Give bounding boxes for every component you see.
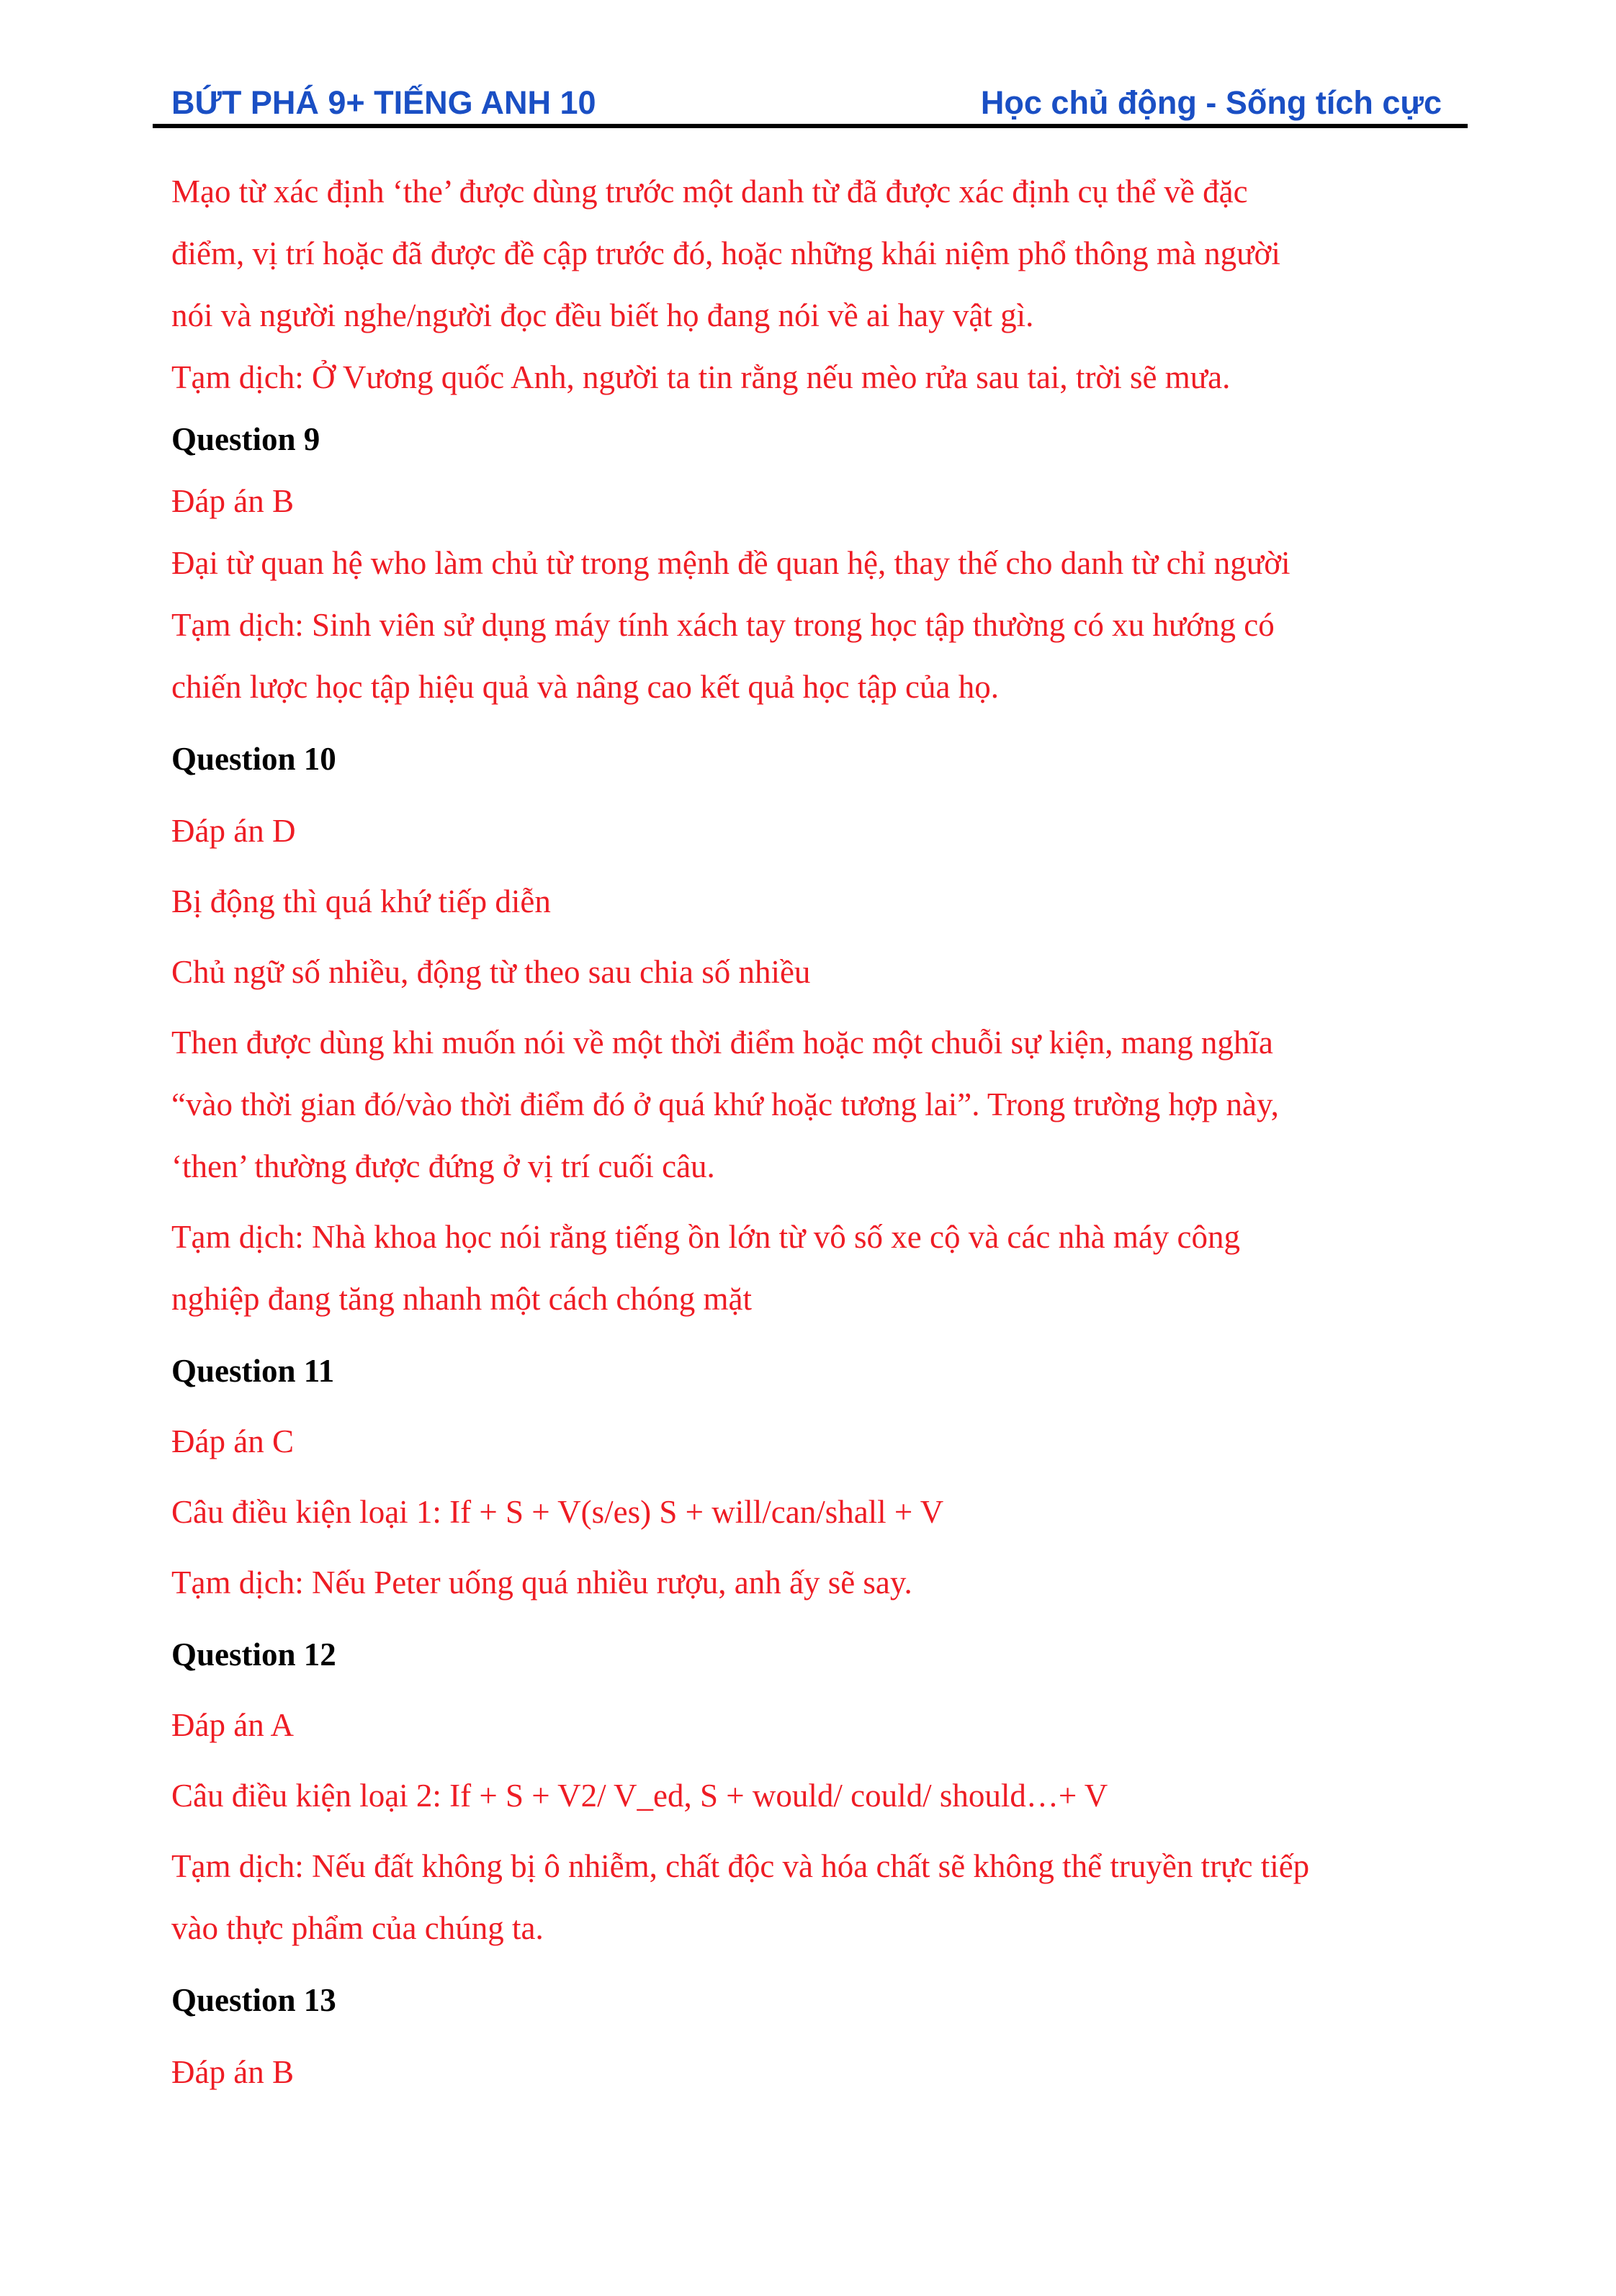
explanation-line: nói và người nghe/người đọc đều biết họ đang nói về ai hay vật gì. — [171, 297, 1034, 333]
translation-line: chiến lược học tập hiệu quả và nâng cao kết quả học tập của họ. — [171, 669, 999, 705]
answer-line: Đáp án B — [171, 483, 294, 519]
explanation-line: Câu điều kiện loại 1: If + S + V(s/es) S + will/can/shall + V — [171, 1494, 944, 1530]
explanation-line: “vào thời gian đó/vào thời điểm đó ở quá khứ hoặc tương lai”. Trong trường hợp này, — [171, 1086, 1279, 1122]
explanation-line: Chủ ngữ số nhiều, động từ theo sau chia số nhiều — [171, 954, 811, 990]
question-heading: Question 10 — [171, 741, 336, 777]
explanation-line: Then được dùng khi muốn nói về một thời điểm hoặc một chuỗi sự kiện, mang nghĩa — [171, 1025, 1273, 1061]
explanation-line: Câu điều kiện loại 2: If + S + V2/ V_ed, S + would/ could/ should…+ V — [171, 1778, 1108, 1814]
answer-line: Đáp án B — [171, 2054, 294, 2090]
answer-line: Đáp án C — [171, 1423, 294, 1459]
translation-line: Tạm dịch: Ở Vương quốc Anh, người ta tin rằng nếu mèo rửa sau tai, trời sẽ mưa. — [171, 359, 1231, 395]
header-divider — [153, 124, 1468, 128]
header-title: BỨT PHÁ 9+ TIẾNG ANH 10 — [171, 84, 596, 121]
explanation-line: ‘then’ thường được đứng ở vị trí cuối câu. — [171, 1148, 715, 1184]
question-heading: Question 11 — [171, 1353, 335, 1389]
header-slogan: Học chủ động - Sống tích cực — [980, 84, 1442, 121]
answer-line: Đáp án D — [171, 813, 296, 849]
translation-line: Tạm dịch: Nhà khoa học nói rằng tiếng ồn lớn từ vô số xe cộ và các nhà máy công — [171, 1219, 1241, 1255]
explanation-line: Bị động thì quá khứ tiếp diễn — [171, 883, 551, 919]
translation-line: nghiệp đang tăng nhanh một cách chóng mặt — [171, 1281, 753, 1317]
explanation-line: Đại từ quan hệ who làm chủ từ trong mệnh đề quan hệ, thay thế cho danh từ chỉ người — [171, 545, 1290, 581]
explanation-line: điểm, vị trí hoặc đã được đề cập trước đó, hoặc những khái niệm phổ thông mà người — [171, 235, 1280, 271]
question-heading: Question 12 — [171, 1637, 336, 1673]
translation-line: Tạm dịch: Nếu đất không bị ô nhiễm, chất độc và hóa chất sẽ không thể truyền trực tiếp — [171, 1848, 1310, 1884]
translation-line: vào thực phẩm của chúng ta. — [171, 1910, 544, 1946]
translation-line: Tạm dịch: Nếu Peter uống quá nhiều rượu, anh ấy sẽ say. — [171, 1565, 912, 1601]
question-heading: Question 13 — [171, 1982, 336, 2018]
question-heading: Question 9 — [171, 421, 320, 457]
explanation-line: Mạo từ xác định ‘the’ được dùng trước một danh từ đã được xác định cụ thể về đặc — [171, 174, 1248, 210]
answer-line: Đáp án A — [171, 1707, 294, 1743]
page-header — [153, 0, 1468, 130]
translation-line: Tạm dịch: Sinh viên sử dụng máy tính xách tay trong học tập thường có xu hướng có — [171, 607, 1275, 643]
